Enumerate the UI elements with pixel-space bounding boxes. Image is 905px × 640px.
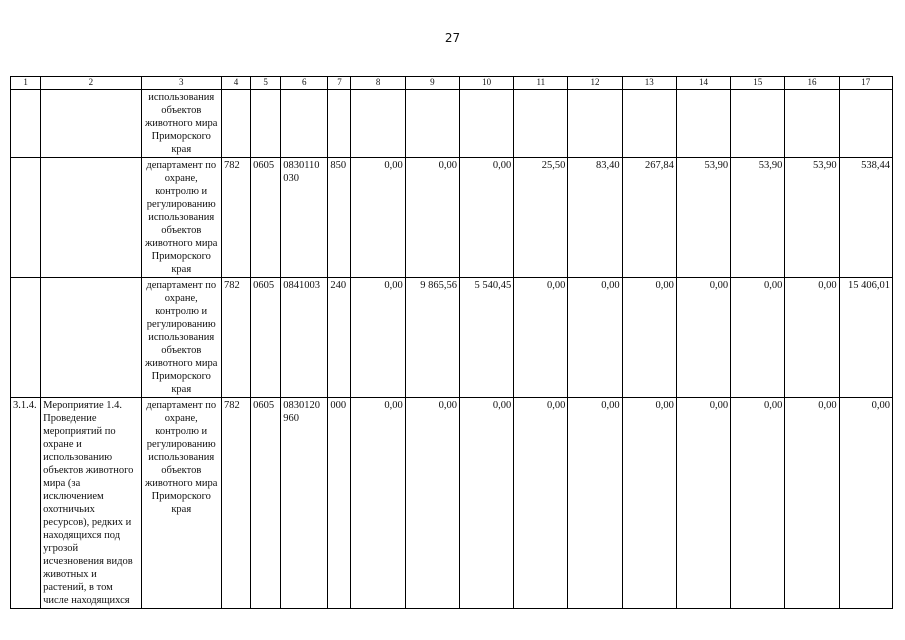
column-number: 13 [622,77,676,90]
section-cell: 0605 [251,278,281,398]
total-cell [839,90,892,158]
grbs-cell: 782 [221,158,250,278]
executor-cell: использования объектов животного мира Приморского края [141,90,221,158]
amount-cell: 0,00 [514,398,568,609]
executor-cell: департамент по охране, контролю и регулированию использования объектов животного мира Приморского края [141,398,221,609]
activity-cell: Мероприятие 1.4. Проведение мероприятий по охране и использованию объектов животного мира (за исключением охотничьих ресурсов), редких и находящихся под угрозой исчезновения видов животных и растений, в том числе находящихся [41,398,141,609]
grbs-cell: 782 [221,398,250,609]
column-number: 16 [785,77,839,90]
amount-cell [568,90,622,158]
section-cell [251,90,281,158]
total-cell: 538,44 [839,158,892,278]
amount-cell: 0,00 [622,278,676,398]
amount-cell [622,90,676,158]
row-number-cell: 3.1.4. [11,398,41,609]
activity-cell [41,90,141,158]
table-row [11,278,893,398]
row-number-cell [11,90,41,158]
activity-cell [41,278,141,398]
column-number: 9 [405,77,459,90]
executor-cell: департамент по охране, контролю и регулированию использования объектов животного мира Приморского края [141,278,221,398]
column-number: 1 [11,77,41,90]
budget-table [10,76,893,609]
page-number: 27 [444,31,461,45]
activity-cell [41,158,141,278]
amount-cell: 53,90 [731,158,785,278]
amount-cell [405,90,459,158]
target-article-cell: 0830110 030 [281,158,328,278]
amount-cell: 0,00 [731,278,785,398]
target-article-cell: 0841003 [281,278,328,398]
amount-cell: 0,00 [459,158,513,278]
amount-cell: 0,00 [405,158,459,278]
row-number-cell [11,278,41,398]
amount-cell: 267,84 [622,158,676,278]
amount-cell: 0,00 [514,278,568,398]
column-number: 15 [731,77,785,90]
amount-cell [351,90,405,158]
amount-cell: 0,00 [351,158,405,278]
amount-cell: 83,40 [568,158,622,278]
column-number: 14 [676,77,730,90]
amount-cell: 53,90 [785,158,839,278]
amount-cell: 0,00 [676,278,730,398]
column-number: 5 [251,77,281,90]
target-article-cell [281,90,328,158]
amount-cell [785,90,839,158]
amount-cell [459,90,513,158]
column-number: 10 [459,77,513,90]
amount-cell: 0,00 [351,398,405,609]
amount-cell: 0,00 [731,398,785,609]
amount-cell: 0,00 [459,398,513,609]
column-number: 3 [141,77,221,90]
section-cell: 0605 [251,398,281,609]
amount-cell: 0,00 [676,398,730,609]
table-row [11,158,893,278]
grbs-cell [221,90,250,158]
expense-type-cell [328,90,351,158]
grbs-cell: 782 [221,278,250,398]
amount-cell [514,90,568,158]
expense-type-cell: 000 [328,398,351,609]
amount-cell [676,90,730,158]
column-number: 6 [281,77,328,90]
amount-cell: 0,00 [785,398,839,609]
target-article-cell: 0830120 960 [281,398,328,609]
section-cell: 0605 [251,158,281,278]
amount-cell: 5 540,45 [459,278,513,398]
executor-cell: департамент по охране, контролю и регулированию использования объектов животного мира Приморского края [141,158,221,278]
column-number: 8 [351,77,405,90]
row-number-cell [11,158,41,278]
column-number: 4 [221,77,250,90]
table-row [11,90,893,158]
amount-cell: 0,00 [351,278,405,398]
column-number-row [11,77,893,90]
expense-type-cell: 240 [328,278,351,398]
amount-cell: 0,00 [568,398,622,609]
amount-cell: 53,90 [676,158,730,278]
column-number: 2 [41,77,141,90]
amount-cell: 0,00 [568,278,622,398]
table-row [11,398,893,609]
total-cell: 15 406,01 [839,278,892,398]
amount-cell: 0,00 [405,398,459,609]
column-number: 17 [839,77,892,90]
amount-cell: 9 865,56 [405,278,459,398]
amount-cell: 0,00 [785,278,839,398]
amount-cell: 25,50 [514,158,568,278]
amount-cell [731,90,785,158]
column-number: 12 [568,77,622,90]
amount-cell: 0,00 [622,398,676,609]
expense-type-cell: 850 [328,158,351,278]
column-number: 7 [328,77,351,90]
total-cell: 0,00 [839,398,892,609]
column-number: 11 [514,77,568,90]
